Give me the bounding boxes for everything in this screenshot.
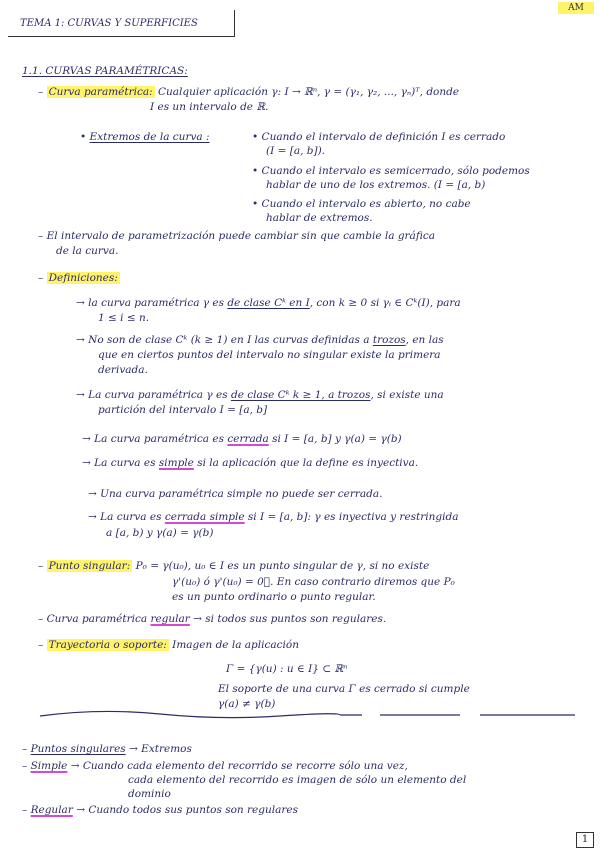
extremos-b3-l2: hablar de extremos.: [266, 212, 373, 224]
sum-simple-l3: dominio: [128, 788, 171, 800]
definiciones-label: Definiciones:: [48, 272, 118, 284]
def6: → Una curva paramétrica simple no puede ser cerrada.: [88, 488, 383, 500]
curva-param-row: – Curva paramétrica: Cualquier aplicación γ: I → ℝⁿ, γ = (γ₁, γ₂, ..., γₙ)ᵀ, donde: [38, 86, 460, 98]
trayectoria-formula: Γ = {γ(u) : u ∈ I} ⊂ ℝⁿ: [226, 663, 348, 675]
sum-regular-label: Regular: [30, 804, 73, 816]
extremos-b2-l1: • Cuando el intervalo es semicerrado, sólo podemos: [252, 165, 530, 177]
curva-param-text1: Cualquier aplicación γ: I → ℝⁿ, γ = (γ₁, γ₂, ..., γₙ)ᵀ, donde: [158, 86, 460, 98]
trayectoria-label: Trayectoria o soporte:: [48, 639, 167, 651]
trayectoria-row: – Trayectoria o soporte: Imagen de la aplicación: [38, 639, 299, 651]
def5: → La curva es simple si la aplicación que la define es inyectiva.: [82, 457, 419, 469]
page-number: 1: [576, 832, 594, 848]
intervalo-l2: de la curva.: [56, 245, 119, 257]
extremos-b1-l2: (I = [a, b]).: [266, 145, 326, 157]
punto-sing-l3: es un punto ordinario o punto regular.: [172, 591, 376, 603]
page-title: TEMA 1: CURVAS Y SUPERFICIES: [20, 18, 198, 29]
def1-l1: → la curva paramétrica γ es de clase Cᵏ en I, con k ≥ 0 si γᵢ ∈ Cᵏ(I), para: [76, 297, 461, 309]
intervalo-l1: – El intervalo de parametrización puede cambiar sin que cambie la gráfica: [38, 230, 435, 242]
def2-l3: derivada.: [98, 364, 148, 376]
def2-l1: → No son de clase Cᵏ (k ≥ 1) en I las curvas definidas a trozos, en las: [76, 334, 444, 346]
punto-sing-row: – Punto singular: P₀ = γ(u₀), u₀ ∈ I es un punto singular de γ, si no existe: [38, 560, 430, 572]
punto-sing-label: Punto singular:: [48, 560, 131, 572]
def1-l2: 1 ≤ i ≤ n.: [98, 312, 150, 324]
extremos-b3-l1: • Cuando el intervalo es abierto, no cabe: [252, 198, 471, 210]
soporte-l2: γ(a) ≠ γ(b): [218, 698, 276, 710]
sum-regular-row: – Regular → Cuando todos sus puntos son regulares: [22, 804, 298, 816]
extremos-b1-l1: • Cuando el intervalo de definición I es cerrado: [252, 131, 506, 143]
sum-simple-row: – Simple → Cuando cada elemento del recorrido se recorre sólo una vez,: [22, 760, 408, 772]
def3-l1: → La curva paramétrica γ es de clase Cᵏ k ≥ 1, a trozos, si existe una: [76, 389, 444, 401]
def3-l2: partición del intervalo I = [a, b]: [98, 404, 268, 416]
sum-simple-l2: cada elemento del recorrido es imagen de sólo un elemento del: [128, 774, 467, 786]
soporte-l1: El soporte de una curva Γ es cerrado si cumple: [218, 683, 470, 695]
curva-param-text2: I es un intervalo de ℝ.: [150, 101, 269, 113]
def2-l2: que en ciertos puntos del intervalo no singular existe la primera: [98, 349, 441, 361]
definiciones-row: – Definiciones:: [38, 272, 118, 284]
punto-sing-l2: γ'(u₀) ó γ'(u₀) = 0⃗. En caso contrario diremos que P₀: [172, 576, 455, 588]
separator-wave: [40, 706, 580, 722]
author-badge: AM: [558, 2, 594, 14]
sum-puntos-row: – Puntos singulares → Extremos: [22, 743, 192, 755]
section-heading: 1.1. CURVAS PARAMÉTRICAS:: [22, 65, 188, 77]
curva-param-label: Curva paramétrica:: [48, 86, 153, 98]
extremos-label: Extremos de la curva :: [89, 131, 210, 143]
def7-l1: → La curva es cerrada simple si I = [a, b]: γ es inyectiva y restringida: [88, 511, 459, 523]
def7-l2: a [a, b) y γ(a) = γ(b): [106, 527, 214, 539]
extremos-b2-l2: hablar de uno de los extremos. (I = [a, b): [266, 179, 486, 191]
sum-puntos-label: Puntos singulares: [30, 743, 126, 755]
def4: → La curva paramétrica es cerrada si I = [a, b] y γ(a) = γ(b): [82, 433, 402, 445]
regular-row: – Curva paramétrica regular → si todos sus puntos son regulares.: [38, 613, 387, 625]
sum-simple-label: Simple: [30, 760, 68, 772]
extremos-row: • Extremos de la curva :: [80, 131, 210, 143]
